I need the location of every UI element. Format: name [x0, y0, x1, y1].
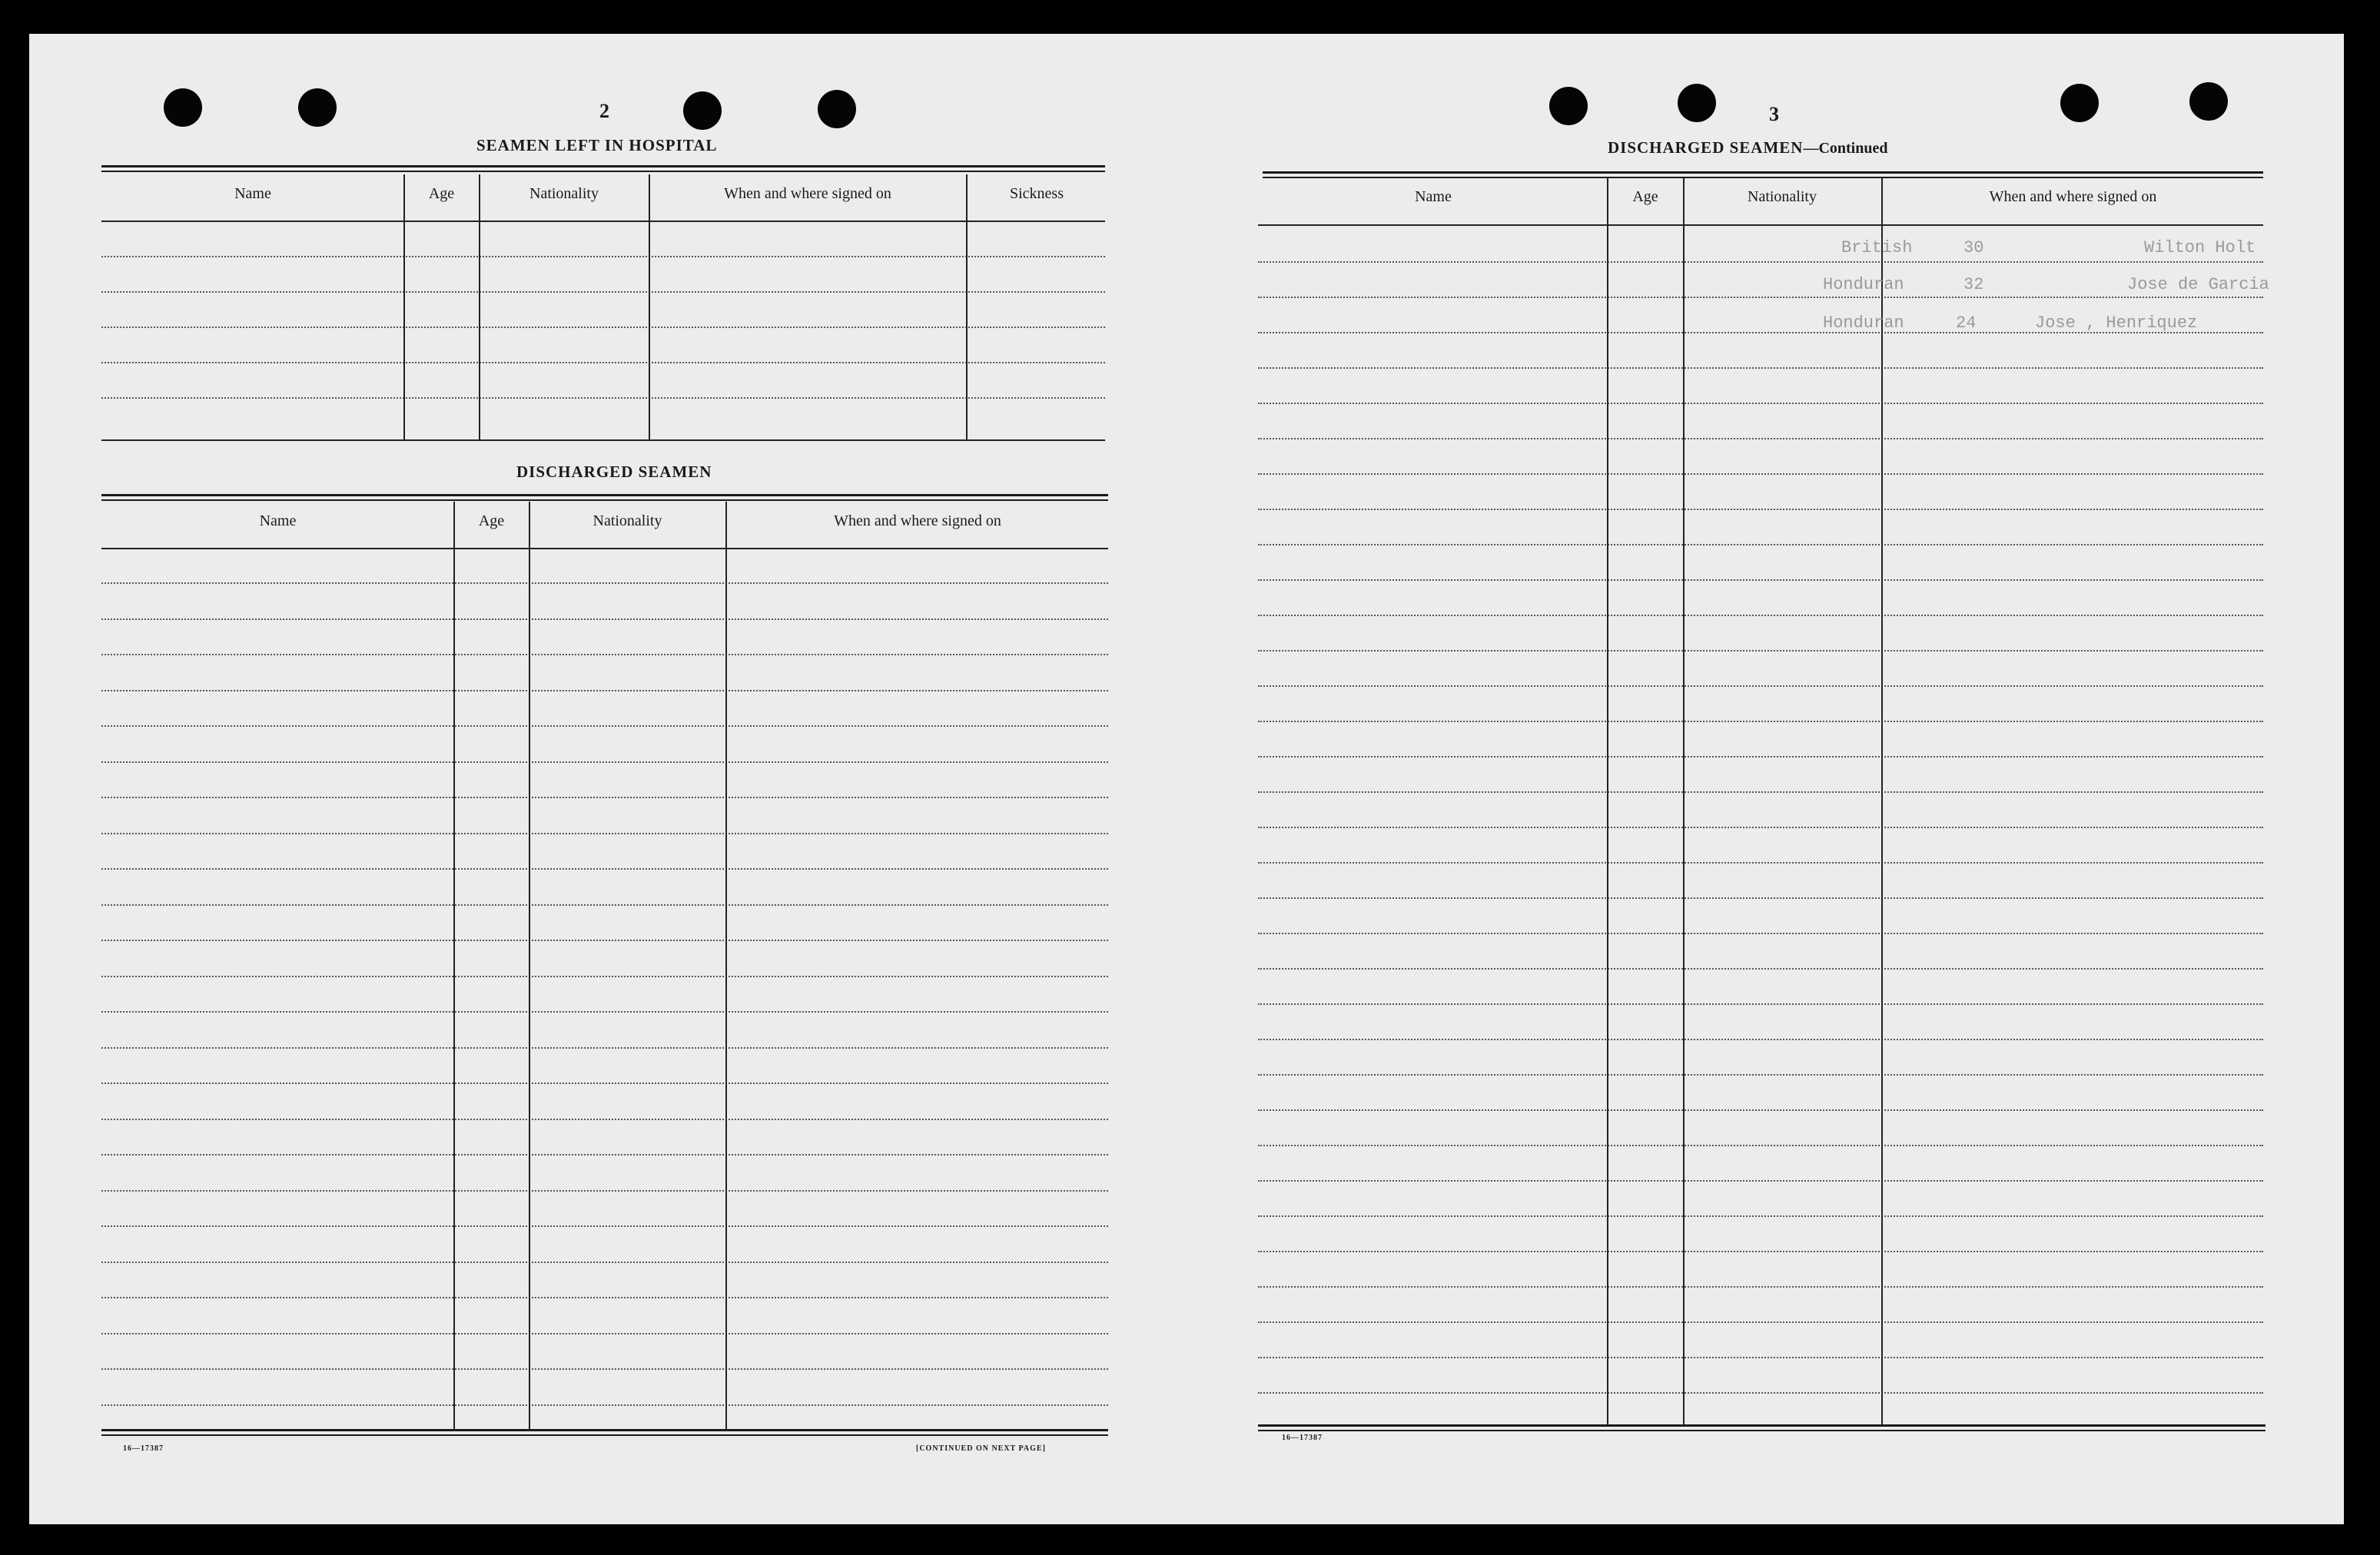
- punch-hole: [164, 88, 202, 127]
- form-number: 16—17387: [1282, 1434, 1323, 1442]
- ruled-line: [1258, 1286, 2263, 1288]
- column-divider: [529, 502, 530, 1431]
- bleed-through-nationality: British: [1841, 238, 1913, 257]
- ruled-line: [1258, 1145, 2263, 1146]
- column-header: Name: [1415, 188, 1452, 205]
- ruled-line: [101, 1333, 1108, 1335]
- ruled-line: [101, 868, 1108, 870]
- ruled-line: [101, 976, 1108, 977]
- ruled-line: [1258, 1039, 2263, 1040]
- page-number: 3: [1769, 103, 1779, 125]
- scanned-sheet: [29, 34, 2344, 1524]
- section-title-main: DISCHARGED SEAMEN: [1608, 138, 1804, 157]
- double-rule: [101, 494, 1108, 501]
- ruled-line: [101, 833, 1108, 834]
- ruled-line: [101, 690, 1108, 691]
- punch-hole: [298, 88, 337, 127]
- punch-hole: [683, 91, 722, 130]
- section-title: [1608, 138, 1887, 157]
- ruled-line: [1258, 721, 2263, 722]
- column-header: When and where signed on: [834, 512, 1001, 529]
- ruled-line: [1258, 438, 2263, 439]
- ruled-line: [101, 1190, 1108, 1192]
- page-number: 2: [599, 100, 609, 122]
- ruled-line: [101, 362, 1105, 363]
- ruled-line: [1258, 1251, 2263, 1252]
- double-rule: [1263, 171, 2263, 178]
- ruled-line: [1258, 862, 2263, 864]
- header-rule: [101, 548, 1108, 549]
- bottom-rule: [101, 1429, 1108, 1436]
- ruled-line: [101, 1404, 1108, 1406]
- ruled-line: [1258, 650, 2263, 652]
- ruled-line: [1258, 367, 2263, 369]
- bottom-rule: [101, 439, 1105, 441]
- ruled-line: [1258, 685, 2263, 687]
- ruled-line: [101, 618, 1108, 620]
- ruled-line: [1258, 615, 2263, 616]
- bleed-through-name: Wilton Holt: [2144, 238, 2256, 257]
- ruled-line: [1258, 579, 2263, 581]
- ruled-line: [1258, 1392, 2263, 1394]
- column-divider: [649, 174, 650, 439]
- column-header: Age: [1632, 188, 1658, 205]
- ruled-line: [101, 582, 1108, 584]
- ruled-line: [101, 654, 1108, 655]
- column-header: Name: [259, 512, 297, 529]
- ruled-line: [101, 1262, 1108, 1263]
- ruled-line: [101, 1297, 1108, 1298]
- ruled-line: [101, 327, 1105, 328]
- continued-note: [CONTINUED ON NEXT PAGE]: [916, 1444, 1046, 1453]
- column-header: Nationality: [593, 512, 662, 529]
- column-divider: [453, 502, 455, 1431]
- column-header: Sickness: [1010, 185, 1064, 202]
- ruled-line: [1258, 297, 2263, 298]
- ruled-line: [101, 291, 1105, 293]
- bleed-through-nationality: Honduran: [1823, 313, 1904, 333]
- column-header: Age: [478, 512, 505, 529]
- column-divider: [1881, 178, 1883, 1424]
- column-header: Nationality: [529, 185, 599, 202]
- ruled-line: [1258, 261, 2263, 263]
- column-header: Name: [234, 185, 271, 202]
- ruled-line: [101, 256, 1105, 257]
- bleed-through-age: 24: [1956, 313, 1977, 333]
- ruled-line: [101, 1225, 1108, 1227]
- ruled-line: [101, 904, 1108, 906]
- header-rule: [101, 220, 1105, 222]
- double-rule: [101, 165, 1105, 172]
- section-title: DISCHARGED SEAMEN: [516, 463, 712, 481]
- column-header: When and where signed on: [724, 185, 891, 202]
- ruled-line: [1258, 403, 2263, 404]
- ruled-line: [101, 1368, 1108, 1370]
- ruled-line: [1258, 1215, 2263, 1217]
- ruled-line: [101, 1083, 1108, 1084]
- ruled-line: [1258, 1321, 2263, 1323]
- ruled-line: [1258, 791, 2263, 793]
- ruled-line: [1258, 1003, 2263, 1005]
- ruled-line: [101, 725, 1108, 727]
- section-title: SEAMEN LEFT IN HOSPITAL: [476, 136, 718, 154]
- ruled-line: [101, 1119, 1108, 1120]
- bleed-through-age: 30: [1963, 238, 1984, 257]
- section-title-suffix: —Continued: [1803, 140, 1888, 157]
- ruled-line: [101, 761, 1108, 763]
- punch-hole: [1549, 87, 1588, 125]
- bleed-through-name: Jose , Henriquez: [2035, 313, 2198, 333]
- bleed-through-age: 32: [1963, 275, 1984, 294]
- form-number: 16—17387: [123, 1444, 164, 1453]
- punch-hole: [1678, 84, 1716, 122]
- punch-hole: [2060, 84, 2099, 122]
- ruled-line: [101, 940, 1108, 941]
- bleed-through-name: Jose de Garcia: [2127, 275, 2269, 294]
- header-rule: [1258, 224, 2263, 226]
- ruled-line: [1258, 756, 2263, 758]
- column-divider: [479, 174, 480, 439]
- column-header: When and where signed on: [1989, 188, 2157, 205]
- column-header: Age: [428, 185, 455, 202]
- ruled-line: [1258, 1357, 2263, 1358]
- column-header: Nationality: [1748, 188, 1817, 205]
- column-divider: [1683, 178, 1685, 1424]
- ruled-line: [101, 1154, 1108, 1155]
- column-divider: [403, 174, 405, 439]
- ruled-line: [1258, 968, 2263, 970]
- column-divider: [725, 502, 727, 1431]
- ruled-line: [1258, 509, 2263, 510]
- ruled-line: [1258, 1109, 2263, 1111]
- ruled-line: [1258, 1180, 2263, 1182]
- ruled-line: [101, 1011, 1108, 1013]
- ruled-line: [101, 397, 1105, 399]
- punch-hole: [2189, 82, 2228, 121]
- column-divider: [966, 174, 968, 439]
- bleed-through-nationality: Honduran: [1823, 275, 1904, 294]
- ruled-line: [1258, 827, 2263, 828]
- column-divider: [1607, 178, 1608, 1424]
- ruled-line: [1258, 544, 2263, 545]
- ruled-line: [101, 797, 1108, 798]
- ruled-line: [1258, 473, 2263, 475]
- ruled-line: [1258, 1074, 2263, 1076]
- bottom-rule: [1258, 1424, 2265, 1431]
- ruled-line: [101, 1047, 1108, 1049]
- ruled-line: [1258, 933, 2263, 934]
- punch-hole: [818, 90, 856, 128]
- ruled-line: [1258, 897, 2263, 899]
